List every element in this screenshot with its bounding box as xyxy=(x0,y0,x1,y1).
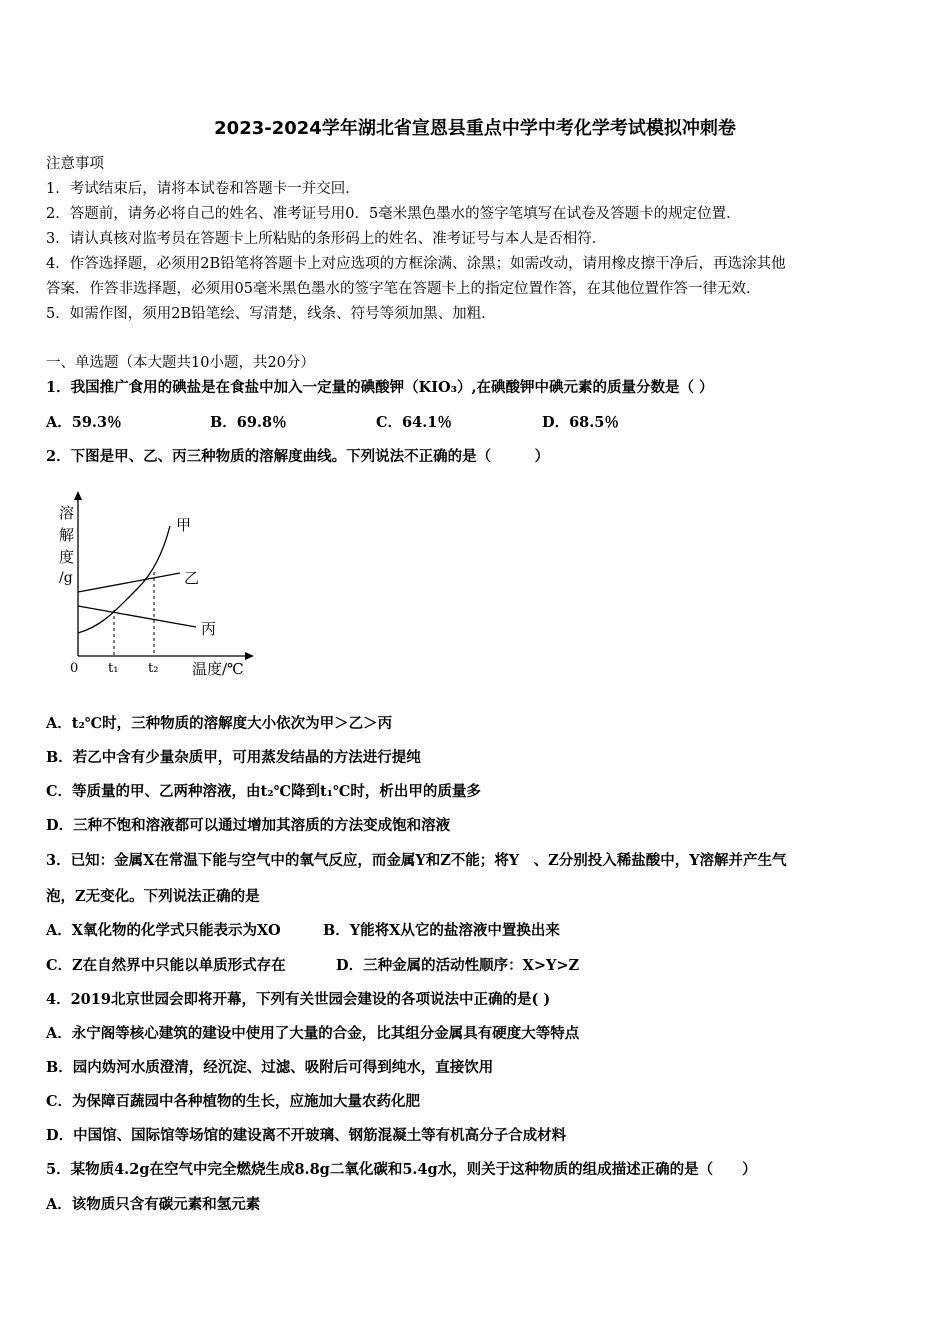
q2-option-a: A．t₂℃时，三种物质的溶解度大小依次为甲＞乙＞丙 xyxy=(46,715,393,732)
curve-yi xyxy=(78,573,180,592)
page-title: 2023-2024学年湖北省宣恩县重点中学中考化学考试模拟冲刺卷 xyxy=(214,118,736,139)
solubility-graph xyxy=(48,488,268,688)
question-3-stem-cont: 泡，Z无变化。下列说法正确的是 xyxy=(46,888,260,905)
y-label-1: 溶 xyxy=(59,504,75,522)
question-5-stem: 5．某物质4.2g在空气中完全燃烧生成8.8g二氧化碳和5.4g水，则关于这种物质的组成描述正确的是（ ） xyxy=(46,1161,757,1178)
q2-option-b: B．若乙中含有少量杂质甲，可用蒸发结晶的方法进行提纯 xyxy=(46,749,421,766)
notes-heading: 注意事项 xyxy=(46,156,104,172)
q1-option-b: B．69.8％ xyxy=(210,414,287,431)
q1-option-a: A．59.3％ xyxy=(46,414,122,431)
question-3-stem: 3．已知：金属X在常温下能与空气中的氧气反应，而金属Y和Z不能；将Y 、Z分别投入稀盐酸中，Y溶解并产生气 xyxy=(46,852,787,869)
note-line: 1．考试结束后，请将本试卷和答题卡一并交回． xyxy=(46,181,360,197)
label-bing: 丙 xyxy=(201,620,217,638)
section-heading: 一、单选题（本大题共10小题，共20分） xyxy=(46,355,315,371)
q3-option-b: B．Y能将X从它的盐溶液中置换出来 xyxy=(323,922,560,939)
q1-option-d: D．68.5％ xyxy=(542,414,619,431)
question-4-stem: 4．2019北京世园会即将开幕，下列有关世园会建设的各项说法中正确的是( ) xyxy=(46,991,551,1008)
x-axis-arrow xyxy=(245,652,254,660)
q3-option-a: A．X氧化物的化学式只能表示为XO xyxy=(46,922,281,939)
q1-option-c: C．64.1％ xyxy=(376,414,452,431)
question-1-stem: 1．我国推广食用的碘盐是在食盐中加入一定量的碘酸钾（KIO₃）,在碘酸钾中碘元素的质量分数是（ ） xyxy=(46,379,714,396)
note-line: 5．如需作图，须用2B铅笔绘、写清楚，线条、符号等须加黑、加粗． xyxy=(46,306,496,322)
q3-option-d: D．三种金属的活动性顺序：X>Y>Z xyxy=(336,957,580,974)
t2-label: t₂ xyxy=(148,661,159,676)
q2-option-c: C．等质量的甲、乙两种溶液，由t₂℃降到t₁℃时，析出甲的质量多 xyxy=(46,783,481,800)
note-line: 答案．作答非选择题，必须用05毫米黑色墨水的签字笔在答题卡上的指定位置作答，在其他位置作答一律无效． xyxy=(46,281,761,297)
q5-option-a: A．该物质只含有碳元素和氢元素 xyxy=(46,1196,261,1213)
q4-option-b: B．园内妫河水质澄清，经沉淀、过滤、吸附后可得到纯水，直接饮用 xyxy=(46,1059,494,1076)
q3-option-c: C．Z在自然界中只能以单质形式存在 xyxy=(46,957,286,974)
q4-option-d: D．中国馆、国际馆等场馆的建设离不开玻璃、钢筋混凝土等有机高分子合成材料 xyxy=(46,1127,567,1144)
label-jia: 甲 xyxy=(176,516,192,534)
question-2-stem: 2．下图是甲、乙、丙三种物质的溶解度曲线。下列说法不正确的是（ ） xyxy=(46,448,550,465)
origin-label: 0 xyxy=(70,661,79,676)
q4-option-c: C．为保障百蔬园中各种植物的生长，应施加大量农药化肥 xyxy=(46,1093,421,1110)
label-yi: 乙 xyxy=(184,569,200,587)
y-label-3: 度 xyxy=(59,548,75,566)
curve-bing xyxy=(78,606,196,627)
q2-option-d: D．三种不饱和溶液都可以通过增加其溶质的方法变成饱和溶液 xyxy=(46,817,451,834)
note-line: 2．答题前，请务必将自己的姓名、准考证号用0．5毫米黑色墨水的签字笔填写在试卷及答题卡的规定位置． xyxy=(46,206,741,222)
y-axis-arrow xyxy=(74,491,82,500)
curve-jia xyxy=(78,526,170,633)
note-line: 3．请认真核对监考员在答题卡上所粘贴的条形码上的姓名、准考证号与本人是否相符． xyxy=(46,231,607,247)
y-label-2: 解 xyxy=(59,526,75,544)
x-axis-label: 温度/℃ xyxy=(192,660,244,678)
q4-option-a: A．永宁阁等核心建筑的建设中使用了大量的合金，比其组分金属具有硬度大等特点 xyxy=(46,1025,580,1042)
y-label-4: /g xyxy=(59,570,73,586)
note-line: 4．作答选择题，必须用2B铅笔将答题卡上对应选项的方框涂满、涂黑；如需改动，请用橡皮擦干净后，再选涂其他 xyxy=(46,256,786,272)
t1-label: t₁ xyxy=(108,661,119,676)
